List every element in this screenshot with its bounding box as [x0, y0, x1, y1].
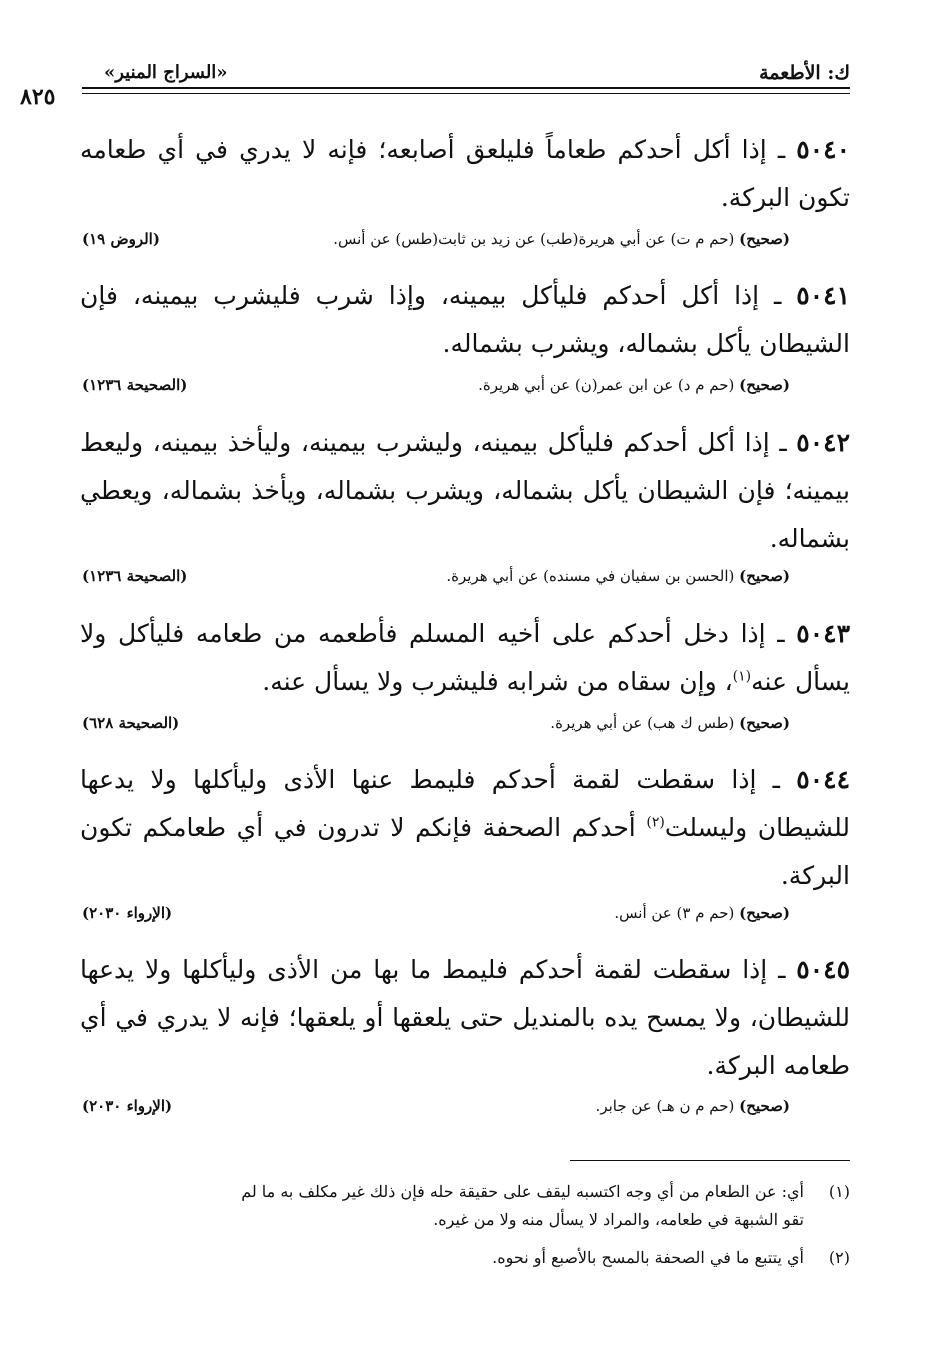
footnote-text: أي: عن الطعام من أي وجه اكتسبه ليقف على حقيقة حله فإن ذلك غير مكلف به ما لم [241, 1182, 804, 1201]
reference: (الصحيحة ١٢٣٦) [82, 567, 188, 585]
reference: (الإرواء ٢٠٣٠) [82, 904, 173, 922]
hadith-body: إذا أكل أحدكم طعاماً فليلعق أصابعه؛ فإنه لا يدري في أي طعامه تكون البركة. [80, 135, 850, 212]
source-text: (حم م د) عن ابن عمر(ن) عن أبي هريرة. [478, 376, 735, 394]
grade: (صحيح) [739, 567, 790, 585]
source-5043 [82, 714, 790, 742]
page-header [20, 60, 850, 110]
page-number: ٨٢٥ [20, 84, 56, 110]
hadith-text: ٥٠٤٤ ـ إذا سقطت لقمة أحدكم فليمط عنها الأذى وليأكلها ولا يدعها للشيطان وليسلت$^{(٢)}$ أحدكم الصحفة فإنكم لا تدرون في أي طعامكم تكون البركة. [80, 765, 850, 890]
hadith-number: ٥٠٤٥ [796, 955, 850, 984]
hadith-text: ٥٠٤١ ـ إذا أكل أحدكم فليأكل بيمينه، وإذا شرب فليشرب بيمينه، فإن الشيطان يأكل بشماله، ويشرب بشماله. [80, 281, 850, 358]
footnote-ref-2[interactable]: (٢) [646, 814, 665, 831]
reference: (الإرواء ٢٠٣٠) [82, 1097, 173, 1115]
footnote-ref-1[interactable]: (١) [732, 668, 752, 685]
hadith-number: ٥٠٤٣ [796, 619, 851, 648]
source-5044 [82, 904, 790, 932]
hadith-number: ٥٠٤٤ [796, 765, 850, 794]
grade: (صحيح) [739, 230, 790, 248]
footnote-1 [80, 1178, 850, 1234]
hadith-5044 [80, 756, 850, 900]
hadith-number: ٥٠٤٢ [796, 428, 851, 457]
footnote-separator [570, 1160, 850, 1161]
hadith-body: إذا دخل أحدكم على أخيه المسلم فأطعمه من طعامه فليأكل ولا يسأل عنه [80, 619, 850, 696]
footnote-2 [80, 1244, 850, 1272]
grade: (صحيح) [739, 714, 790, 732]
source-text: (طس ك هب) عن أبي هريرة. [550, 714, 735, 732]
source-5040 [82, 230, 790, 258]
book-title: «السراج المنير» [104, 62, 228, 83]
hadith-body: إذا سقطت لقمة أحدكم فليمط ما بها من الأذى وليأكلها ولا يدعها للشيطان، ولا يمسح يده بالمنديل حتى يلعقها أو يلعقها؛ فإنه لا يدري في أي طعامه البركة. [80, 955, 850, 1080]
footnote-number: (١) [828, 1182, 850, 1201]
source-text: (الحسن بن سفيان في مسنده) عن أبي هريرة. [446, 567, 735, 585]
header-rule-thick [82, 87, 850, 89]
hadith-5042 [80, 419, 850, 563]
reference: (الصحيحة ١٢٣٦) [82, 376, 188, 394]
footnote-text-cont: تقو الشبهة في طعامه، والمراد لا يسأل منه ولا من غيره. [433, 1210, 804, 1229]
hadith-5041 [80, 272, 850, 368]
source-5045 [82, 1097, 790, 1125]
hadith-5040 [80, 126, 850, 222]
source-text: (حم م ن هـ) عن جابر. [595, 1097, 735, 1115]
source-5041 [82, 376, 790, 404]
hadith-body-cont: أحدكم الصحفة فإنكم لا تدرون في أي طعامكم تكون البركة. [80, 813, 850, 890]
hadith-text: ٥٠٤٥ ـ إذا سقطت لقمة أحدكم فليمط ما بها من الأذى وليأكلها ولا يدعها للشيطان، ولا يمسح يده بالمنديل حتى يلعقها أو يلعقها؛ فإنه لا يدري في أي طعامه البركة. [80, 955, 850, 1080]
hadith-body: إذا أكل أحدكم فليأكل بيمينه، وإذا شرب فليشرب بيمينه، فإن الشيطان يأكل بشماله، ويشرب بشماله. [80, 281, 850, 358]
grade: (صحيح) [739, 376, 790, 394]
hadith-text: ٥٠٤٠ ـ إذا أكل أحدكم طعاماً فليلعق أصابعه؛ فإنه لا يدري في أي طعامه تكون البركة. [80, 135, 851, 212]
reference: (الروض ١٩) [82, 230, 160, 248]
footnote-number: (٢) [828, 1248, 850, 1267]
grade: (صحيح) [739, 1097, 790, 1115]
hadith-5043 [80, 610, 850, 706]
source-text: (حم م ٣) عن أنس. [614, 904, 735, 922]
reference: (الصحيحة ٦٢٨) [82, 714, 180, 732]
source-text: (حم م ت) عن أبي هريرة(طب) عن زيد بن ثابت(طس) عن أنس. [333, 230, 735, 248]
hadith-text: ٥٠٤٢ ـ إذا أكل أحدكم فليأكل بيمينه، وليشرب بيمينه، وليأخذ بيمينه، وليعط بيمينه؛ فإن الشيطان يأكل بشماله، ويشرب بشماله، ويأخذ بشماله، ويعطي بشماله. [80, 428, 851, 553]
hadith-text: ٥٠٤٣ ـ إذا دخل أحدكم على أخيه المسلم فأطعمه من طعامه فليأكل ولا يسأل عنه$^{(١)}$، وإن سقاه من شرابه فليشرب ولا يسأل عنه. [80, 619, 851, 696]
hadith-body: إذا أكل أحدكم فليأكل بيمينه، وليشرب بيمينه، وليأخذ بيمينه، وليعط بيمينه؛ فإن الشيطان يأكل بشماله، ويشرب بشماله، ويأخذ بشماله، ويعطي بشماله. [80, 428, 850, 553]
footnote-text: أي يتتبع ما في الصحفة بالمسح بالأصبع أو نحوه. [492, 1248, 804, 1267]
hadith-body-cont: ، وإن سقاه من شرابه فليشرب ولا يسأل عنه. [262, 667, 733, 696]
hadith-number: ٥٠٤٠ [796, 135, 851, 164]
grade: (صحيح) [739, 904, 790, 922]
header-rule-thin [82, 93, 850, 94]
hadith-number: ٥٠٤١ [796, 281, 850, 310]
chapter-title: ك: الأطعمة [759, 62, 850, 84]
source-5042 [82, 567, 790, 595]
hadith-5045 [80, 946, 850, 1090]
hadith-body: إذا سقطت لقمة أحدكم فليمط عنها الأذى وليأكلها ولا يدعها للشيطان وليسلت [80, 765, 850, 842]
